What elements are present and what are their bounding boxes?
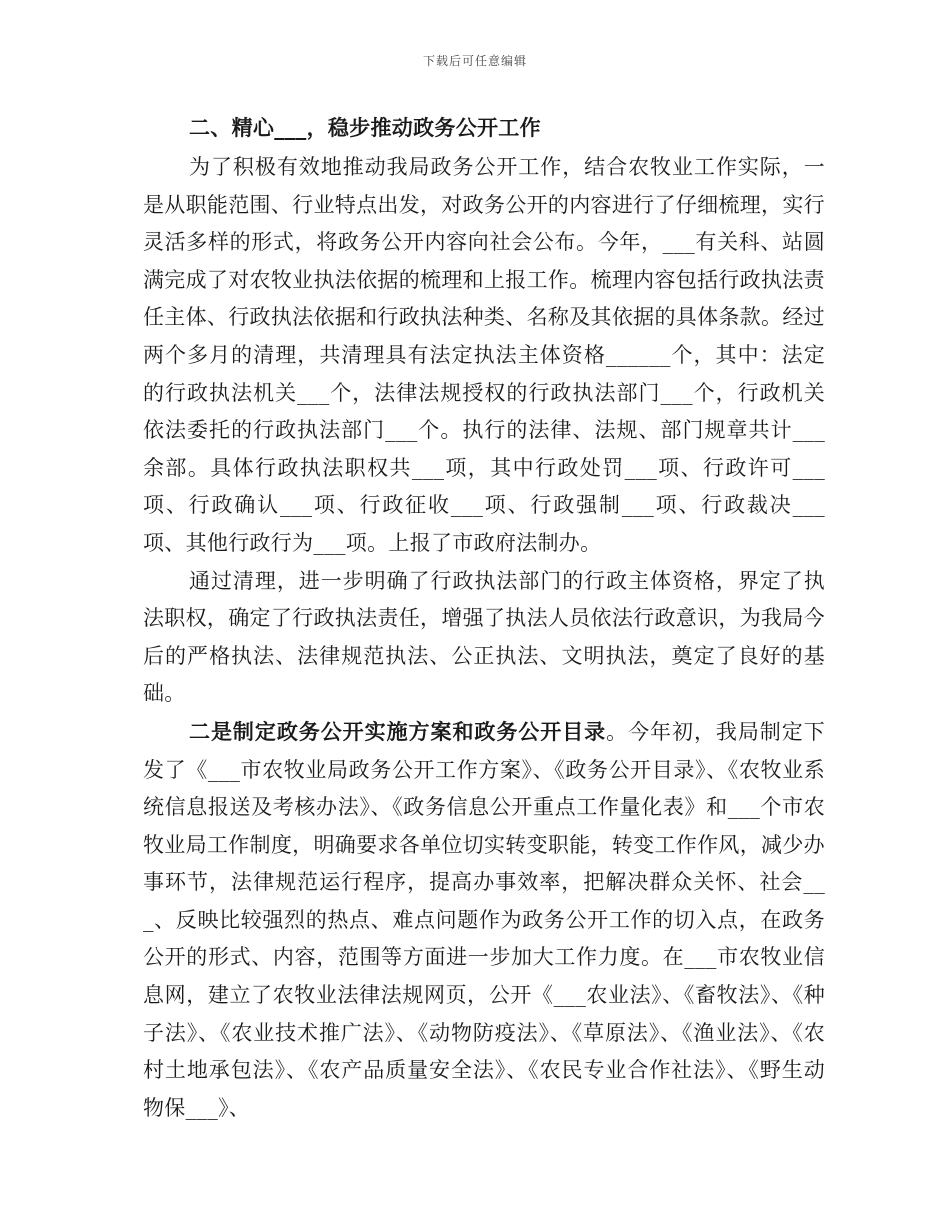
document-body — [143, 112, 825, 1127]
paragraph-3-text: 。今年初，我局制定下发了《___市农牧业局政务公开工作方案》、《政务公开目录》、《农牧业系统信息报送及考核办法》、《政务信息公开重点工作量化表》和___个市农牧业局工作制度，明确要求各单位切实转变职能，转变工作作风，减少办事环节，法律规范运行程序，提高办事效率，把解决群众关怀、社会___、反映比较强烈的热点、难点问题作为政务公开工作的切入点，在政务公开的形式、内容，范围等方面进一步加大工作力度。在___市农牧业信息网，建立了农牧业法律法规网页，公开《___农业法》、《畜牧法》、《种子法》、《农业技术推广法》、《动物防疫法》、《草原法》、《渔业法》、《农村土地承包法》、《农产品质量安全法》、《农民专业合作社法》、《野生动物保___》、 — [143, 719, 826, 1120]
paragraph-3-bold-lead: 二是制定政务公开实施方案和政务公开目录 — [189, 718, 607, 744]
page-header: 下载后可任意编辑 — [422, 54, 527, 68]
paragraph-2 — [143, 563, 825, 713]
paragraph-2-text: 通过清理，进一步明确了行政执法部门的行政主体资格，界定了执法职权，确定了行政执法责任，增强了执法人员依法行政意识，为我局今后的严格执法、法律规范执法、公正执法、文明执法，奠定了良好的基础。 — [143, 568, 825, 706]
paragraph-1-text: 为了积极有效地推动我局政务公开工作，结合农牧业工作实际，一是从职能范围、行业特点出发，对政务公开的内容进行了仔细梳理，实行灵活多样的形式，将政务公开内容向社会公布。今年，___有关科、站圆满完成了对农牧业执法依据的梳理和上报工作。梳理内容包括行政执法责任主体、行政执法依据和行政执法种类、名称及其依据的具体条款。经过两个多月的清理，共清理具有法定执法主体资格______个，其中：法定的行政执法机关___个，法律法规授权的行政执法部门___个，行政机关依法委托的行政执法部门___个。执行的法律、法规、部门规章共计___余部。具体行政执法职权共___项，其中行政处罚___项、行政许可___项、行政确认___项、行政征收___项、行政强制___项、行政裁决___项、其他行政行为___项。上报了市政府法制办。 — [143, 155, 825, 555]
paragraph-1 — [143, 149, 825, 563]
section-heading: 二、精心___，稳步推动政务公开工作 — [189, 115, 541, 140]
paragraph-3 — [143, 713, 825, 1128]
